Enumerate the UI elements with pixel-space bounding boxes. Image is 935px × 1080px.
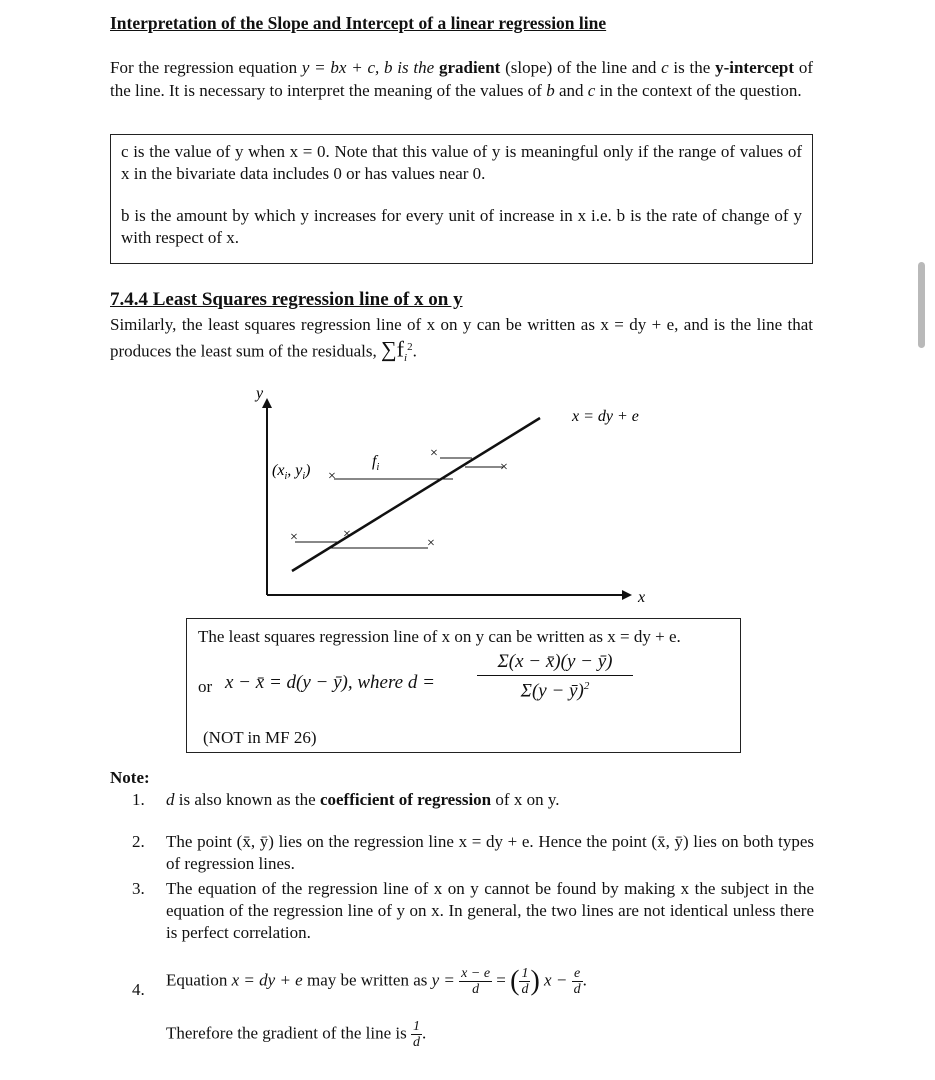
gradient-term: gradient [438,58,501,77]
formula-equation: x − x̄ = d(y − ȳ), where d = [225,672,435,693]
data-point-marker: × [427,536,435,551]
data-point-marker: × [328,469,336,484]
note-number: 2. [132,832,145,851]
intro-var: c [661,58,669,77]
page-heading: Interpretation of the Slope and Intercept of a linear regression line [110,13,607,33]
fraction: $\frac{e}{d}$ [573,966,581,997]
formula-note: (NOT in MF 26) [203,728,317,747]
note-number: 3. [132,879,145,898]
residual-label: $f_i$ [372,453,380,473]
fraction: $\frac{1}{d}$ [521,966,529,997]
section-text: . [412,341,417,361]
scrollbar-thumb[interactable] [918,262,925,348]
notes-heading: Note: [110,768,150,787]
intro-text: (slope) of the line and [505,58,657,77]
d-denominator: Σ(y − ȳ)$^2$ [520,680,590,702]
note-number: 1. [132,790,145,809]
data-point-marker: × [343,527,351,542]
intro-var: b [546,81,555,100]
formula-or: or [198,677,213,696]
fraction: $\frac{x - e}{d}$ [461,966,491,997]
note-text: Equation x = dy + e may be written as y = $\frac{x - e}{d}$ = ( $\frac{1}{d}$ ) x − $\frac{e}{d}$ . [166,965,587,997]
d-numerator: Σ(x − x̄)(y − ȳ) [477,651,633,676]
y-axis-label: y [256,385,264,402]
note-text: The point (x̄, ȳ) lies on the regression line x = dy + e. Hence the point (x̄, ȳ) lies on both types of regression lines. [166,832,814,873]
sum-subscript: i [404,352,408,365]
intro-text: is the [673,58,711,77]
intercept-explanation: c is the value of y when x = 0. Note that this value of y is meaningful only if the range of values of x in the bivariate data includes 0 or has values near 0. [121,142,802,183]
intro-text: of the line. It is necessary to interpret the meaning of the values of [110,58,813,100]
data-point-marker: × [500,460,508,475]
d-fraction [477,651,633,702]
regression-line-label: x = dy + e [572,408,639,425]
intro-text: b is the [384,58,435,77]
sum-superscript: 2 [407,341,413,353]
intro-text: and [558,81,584,100]
note-text: Therefore the gradient of the line is $\frac{1}{d}$ . [166,1019,427,1050]
section-text: Similarly, the least squares regression line of x on y can be written as x = dy + e, and is the line that produces the least sum of the residuals, [110,315,813,361]
sum-symbol: ∑f [381,336,405,362]
regression-equation: y = bx + c, [301,58,380,77]
section-title: 7.4.4 Least Squares regression line of x on y [110,289,463,310]
note-text: d is also known as the coefficient of regression of x on y. [166,790,560,809]
intro-var: c [587,81,596,100]
data-point-marker: × [290,530,298,545]
x-axis-arrow [622,590,632,600]
data-point-marker: × [430,446,438,461]
x-axis-label: x [638,589,646,606]
intro-text: in the context of the question. [599,81,802,100]
point-label: ($x_i$, $y_i$) [272,462,311,482]
intro-text: For the regression equation [110,58,298,77]
note-number: 4. [132,980,145,999]
intercept-term: y-intercept [715,58,795,77]
note-text: The equation of the regression line of x on y cannot be found by making x the subject in the equation of the regression line of y on x. In general, the two lines are not identical unless there is perfect correlation. [166,879,814,942]
fraction: $\frac{1}{d}$ [412,1019,420,1050]
y-axis-arrow [262,398,272,408]
formula-box [186,618,741,753]
gradient-explanation: b is the amount by which y increases for every unit of increase in x i.e. b is the rate of change of y with respect of x. [121,206,802,247]
formula-line1: The least squares regression line of x on y can be written as x = dy + e. [198,627,681,646]
